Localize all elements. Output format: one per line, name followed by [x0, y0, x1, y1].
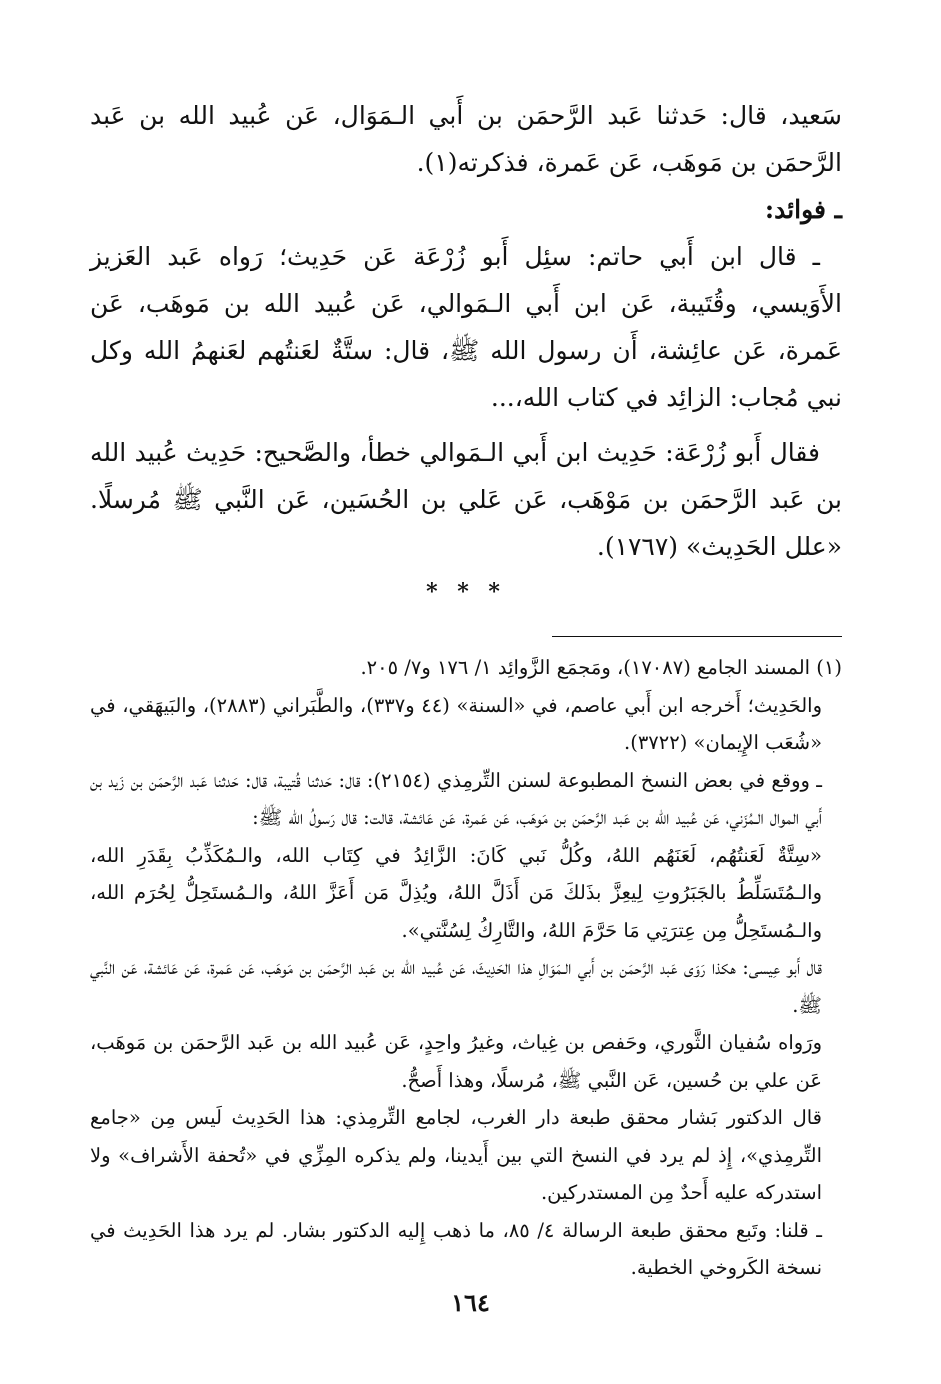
- page-number: ١٦٤: [451, 1288, 490, 1317]
- footnotes: [90, 649, 842, 1287]
- main-text: [90, 92, 842, 610]
- main-paragraph-2: ـ قال ابن أَبي حاتم: سئِل أَبو زُرْعَة عَن حَدِيث؛ رَواه عَبد العَزيز الأَوَيسي، وقُتَيبة، عَن ابن أَبي الـمَوالي، عَن عُبيد الله بن مَوهَب، عَن عَمرة، عَن عائِشة، أَن رسول الله ﷺ، قال: ستَّةٌ لعَنتُهم لعَنهمُ الله وكل نبي مُجاب: الزائِد في كتاب الله،...: [90, 242, 842, 412]
- footnote-line: قال أَبو عِيسى: هكذا رَوَى عَبد الرَّحمَن بن أَبي الـمَوَالِ هذا الحَدِيثَ، عَن عُبيد الله بن عَبد الرَّحمَن بن مَوهَب، عَن عَمرة، عَن عَائشة، عَن النَّبي ﷺ.: [90, 956, 822, 1017]
- footnote-line: ورَواه سُفيان الثَّوري، وحَفص بن غِياث، وغيرُ واحِدٍ، عَن عُبيد الله بن عَبد الرَّحمَن بن مَوهَب، عَن علي بن حُسين، عَن النَّبي ﷺ، مُرسلًا، وهذا أَصحُّ.: [90, 1031, 822, 1092]
- section-separator: * * *: [426, 579, 506, 605]
- footnote-line: قال الدكتور بَشار محقق طبعة دار الغرب، لجامع التِّرمِذي: هذا الحَدِيث لَيس مِن «جامع التِّرمِذي»، إِذ لم يرد في النسخ التي بين أَيدينا، ولم يذكره المِزِّي في «تُحفة الأَشراف» ولا استدركه عليه أَحدٌ مِن المستدركين.: [90, 1106, 822, 1204]
- footnote-line: ـ ووقع في بعض النسخ المطبوعة لسنن التِّرمِذي (٢١٥٤): قال: حَدثنا قُتيبة، قال: حَدثنا عَبد الرَّحمَن بن زَيد بن أَبي الموال الـمُزَني، عَن عُبيد الله بن عَبد الرَّحمَن بن مَوهَب، عَن عَمرة، عَن عَائشة، قالت: قال رَسولُ الله ﷺ:: [90, 768, 822, 829]
- footnote-line: (١) المسند الجامع (١٧٠٨٧)، ومَجمَع الزَّوائِد ١/ ١٧٦ و٧/ ٢٠٥.: [360, 656, 842, 679]
- footnote-line: «سِتَّةٌ لَعَنتُهُم، لَعَنَهُم اللهُ، وكُلُّ نَبي كَانَ: الزَّائِدُ في كِتَاب الله، والـمُكَذِّبُ بِقَدَرِ الله، والـمُتَسَلِّطُ بالجَبَرُوتِ لِيعِزَّ بذَلكَ مَن أَذَلَّ اللهُ، ويُذِلَّ مَن أَعَزَّ اللهُ، والـمُستَحِلُّ لِحُرَم الله، والـمُستَحِلُّ مِن عِترَتِي مَا حَرَّمَ اللهُ، والتَّارِكُ لِسُنَّتي».: [90, 843, 822, 942]
- main-paragraph-3: فقال أَبو زُرْعَة: حَدِيث ابن أَبي الـمَوالي خطأ، والصَّحيح: حَدِيث عُبيد الله بن عَبد الرَّحمَن بن مَوْهَب، عَن عَلي بن الحُسَين، عَن النَّبي ﷺ مُرسلًا. «علل الحَدِيث» (١٧٦٧).: [90, 438, 842, 561]
- footnote-line: والحَدِيث؛ أَخرجه ابن أَبي عاصم، في «السنة» (٤٤ و٣٣٧)، والطَّبَراني (٢٨٨٣)، والبَيهَقي، في «شُعَب الإِيمان» (٣٧٢٢).: [90, 693, 822, 754]
- main-paragraph-1: سَعيد، قال: حَدثنا عَبد الرَّحمَن بن أَبي الـمَوَال، عَن عُبيد الله بن عَبد الرَّحمَن بن مَوهَب، عَن عَمرة، فذكرته(١).: [90, 101, 842, 177]
- footnote-rule: [552, 636, 842, 637]
- section-heading: ـ فوائد:: [764, 195, 842, 224]
- page-body: [90, 92, 842, 1287]
- footnote-line: ـ قلنا: وتَبع محقق طبعة الرسالة ٤/ ٨٥، ما ذهب إِليه الدكتور بشار. لم يرد هذا الحَدِيث في نسخة الكَروخي الخطية.: [90, 1218, 822, 1279]
